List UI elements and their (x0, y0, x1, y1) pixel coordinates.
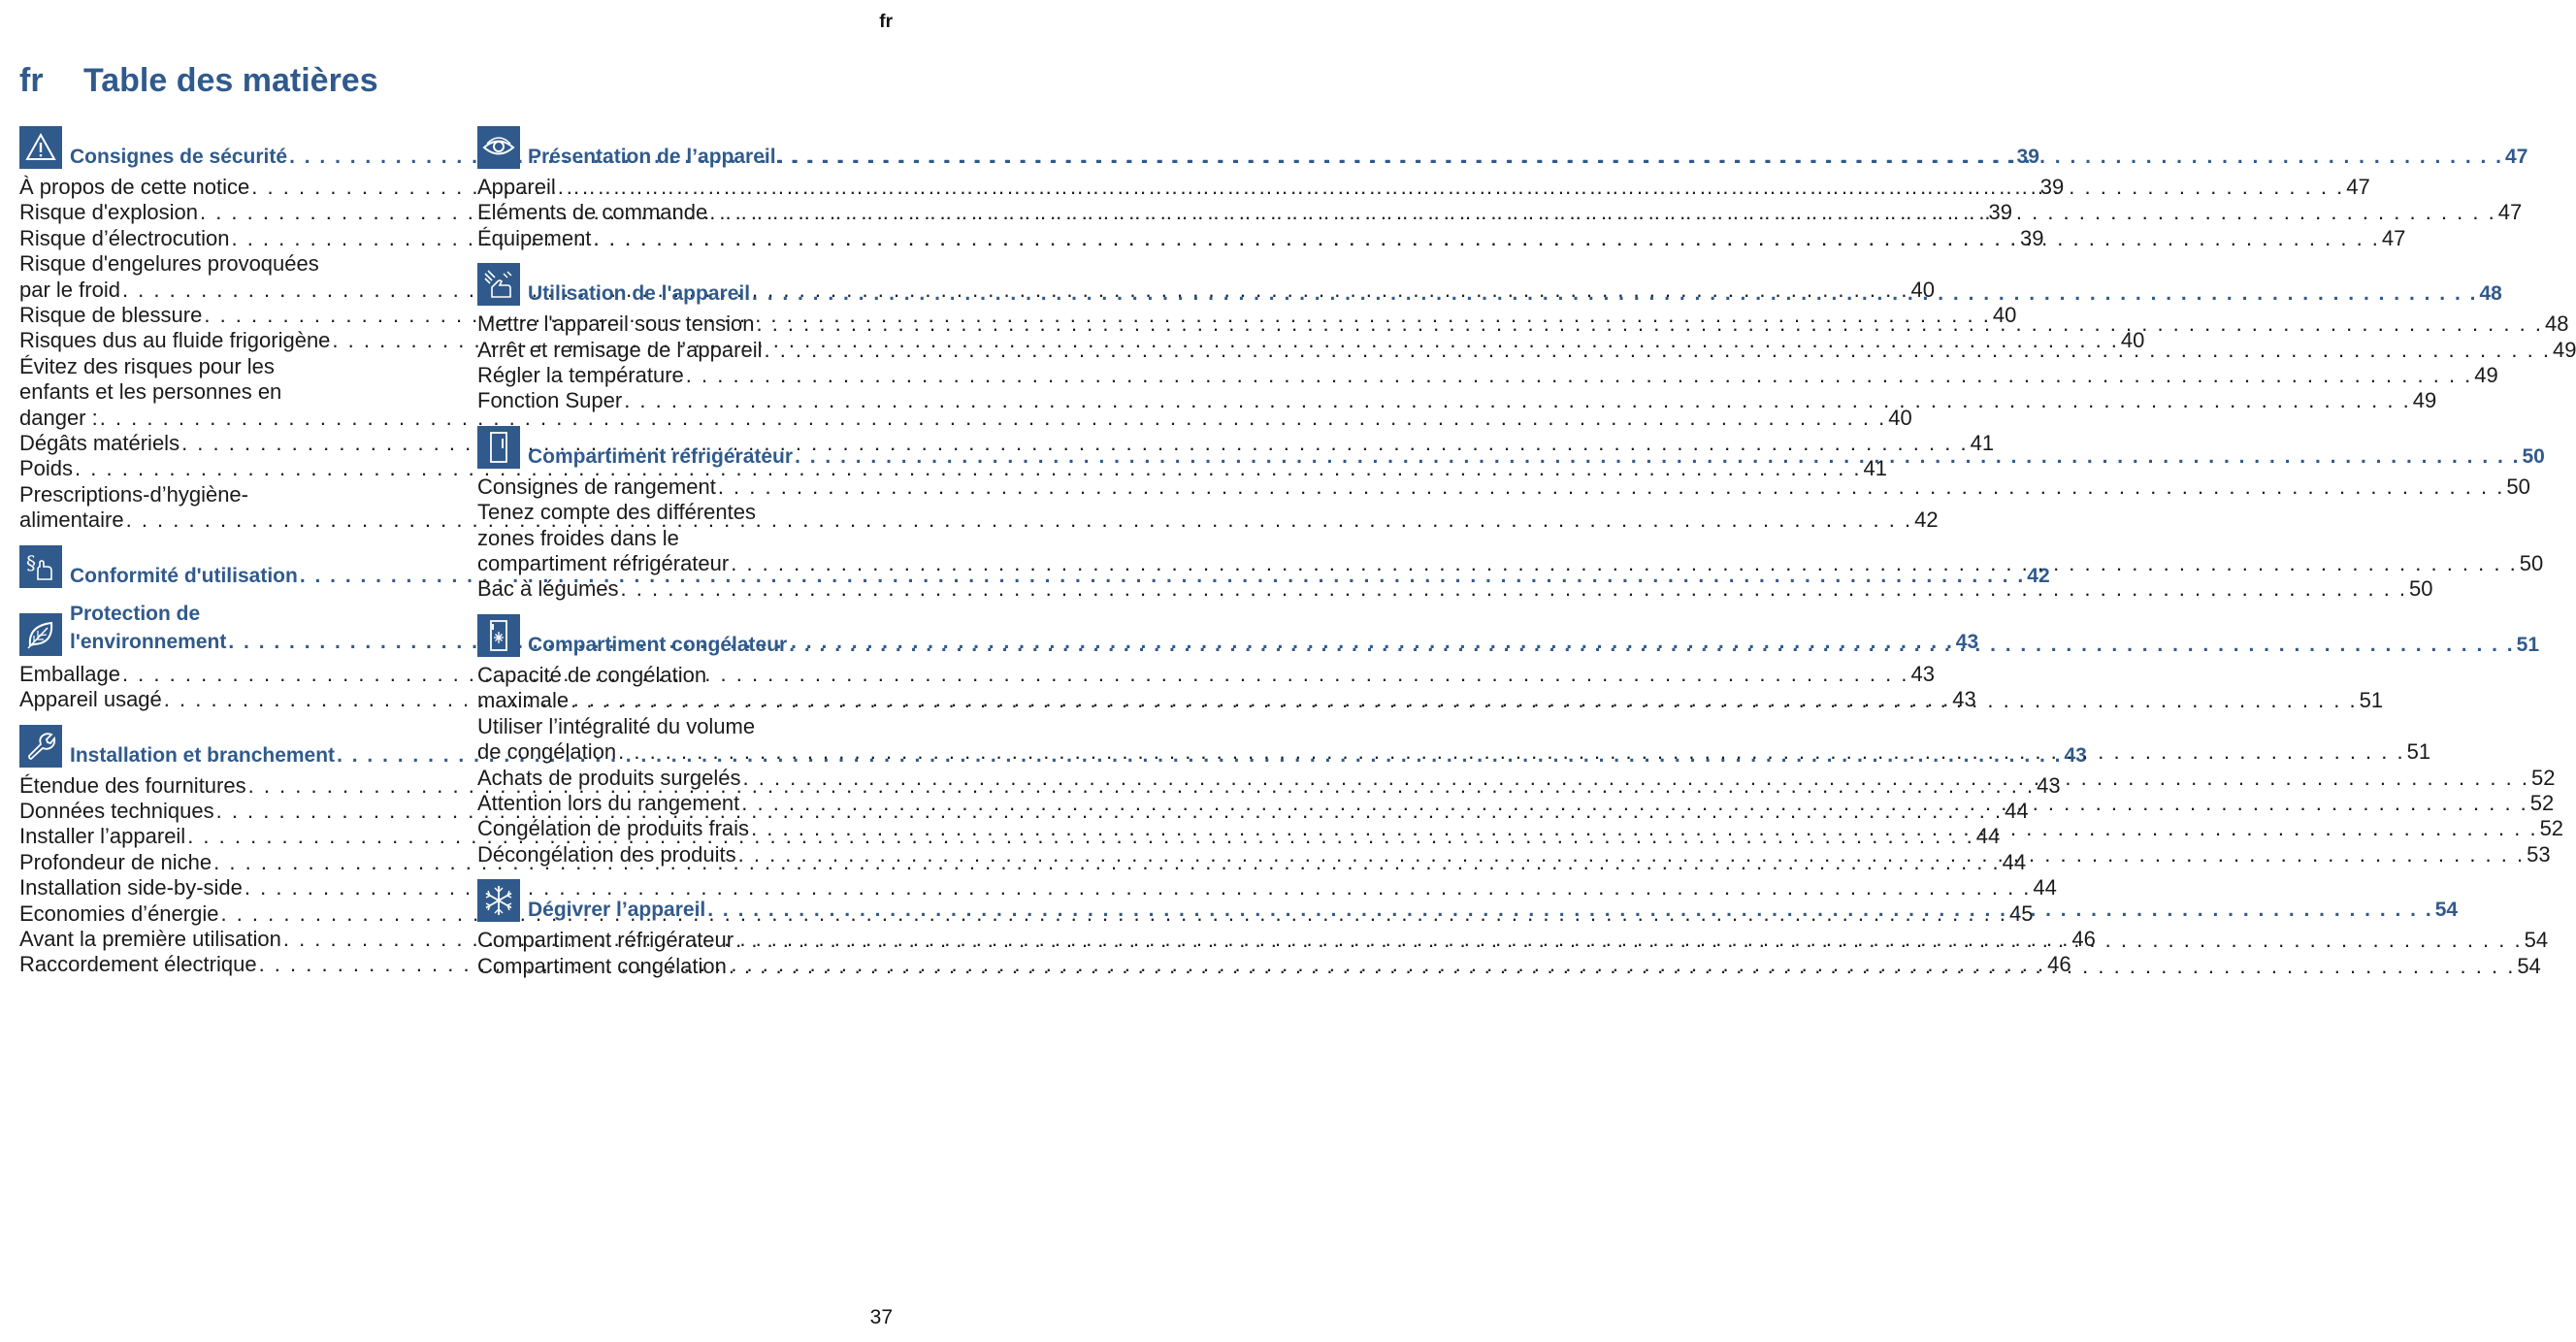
entry-text: Compartiment congélation (477, 953, 727, 978)
entry-text: Avant la première utilisation (19, 926, 281, 951)
dot-leader (686, 363, 2473, 388)
toc-entry[interactable] (477, 363, 2498, 388)
entry-text: alimentaire (19, 507, 124, 533)
entry-page-number: 40 (1992, 303, 2017, 328)
entry-text: Appareil usagé (19, 687, 162, 712)
entry-page-number: 43 (1910, 661, 1935, 686)
dot-leader (718, 475, 2505, 500)
dot-leader (122, 662, 1909, 687)
entry-page-number: 52 (2531, 765, 2556, 790)
entry-text: Arrêt et remisage de l’appareil (477, 337, 763, 362)
entry-text: Évitez des risques pour les (19, 353, 275, 378)
entry-text: Tenez compte des différentes (477, 500, 756, 525)
section-title: Compartiment congélateur (528, 633, 788, 656)
dot-leader (126, 507, 1913, 533)
entry-page-number: 54 (2524, 928, 2549, 953)
header-language-tag: fr (879, 12, 893, 32)
paragraph-hand-icon (19, 545, 62, 588)
entry-text: compartiment réfrigérateur (477, 551, 730, 576)
dot-leader (735, 928, 2523, 953)
entry-text: Installation side-by-side (19, 875, 243, 900)
entry-page-number: 49 (2474, 363, 2498, 388)
entry-page-number: 46 (2071, 926, 2096, 951)
dot-leader (778, 145, 2503, 169)
entry-text: Risque d'engelures provoquées (19, 251, 319, 277)
entry-text: Achats de produits surgelés (477, 765, 741, 790)
dot-leader (764, 338, 2551, 363)
svg-text:§: § (26, 550, 36, 574)
entry-page-number: 50 (2506, 474, 2530, 499)
entry-page-number: 47 (2497, 200, 2523, 225)
dot-leader (593, 226, 2380, 251)
entry-page-number: 44 (2033, 875, 2057, 900)
entry-text: Utiliser l’intégralité du volume (477, 713, 756, 738)
entry-page-number: 54 (2517, 953, 2541, 978)
section-title: Compartiment réfrigérateur (528, 444, 794, 468)
entry-text: Décongélation des produits (477, 841, 736, 867)
entry-page-number: 39 (2039, 175, 2065, 199)
entry-page-number: 43 (2037, 772, 2061, 798)
page-number: 37 (869, 1306, 893, 1328)
section-page-number: 43 (1955, 630, 1979, 653)
entry-text: Prescriptions-d’hygiène- (19, 481, 248, 507)
entry-page-number: 49 (2552, 337, 2576, 362)
entry-text: Compartiment réfrigérateur (477, 928, 734, 953)
entry-text: zones froides dans le (477, 525, 679, 550)
entry-page-number: 47 (2381, 225, 2406, 250)
dot-leader (752, 281, 2477, 306)
entry-text: Risque d'explosion (19, 200, 198, 225)
entry-page-number: 41 (1863, 456, 1888, 481)
entry-page-number: 44 (2005, 798, 2029, 823)
entry-text: Emballage (19, 661, 120, 686)
entry-text: Risque d’électrocution (19, 225, 230, 250)
section-page-number: 50 (2522, 444, 2545, 468)
toc-entry[interactable] (19, 875, 2057, 900)
dot-leader (621, 576, 2408, 602)
title-language-tag: fr (19, 62, 44, 99)
entry-text: Appareil (477, 175, 556, 199)
entry-page-number: 51 (2359, 688, 2384, 713)
dot-leader (558, 175, 2345, 200)
dot-leader (731, 551, 2518, 576)
section-title-line: Protection de (70, 602, 201, 625)
dot-leader (624, 388, 2411, 413)
section-page-number: 51 (2516, 633, 2540, 656)
entry-page-number: 44 (1975, 824, 2001, 849)
entry-page-number: 39 (1988, 200, 2012, 225)
warning-triangle-icon (19, 126, 62, 169)
dot-leader (743, 766, 2530, 791)
section-title: Conformité d'utilisation (70, 564, 298, 587)
entry-text: Régler la température (477, 363, 684, 388)
dot-leader (789, 633, 2514, 657)
entry-text: Dégâts matériels (19, 431, 180, 456)
entry-text: Poids (19, 456, 74, 481)
entry-text: de congélation (477, 739, 617, 765)
entry-page-number: 40 (2120, 328, 2145, 353)
entry-text: Fonction Super (477, 388, 623, 413)
toc-entry[interactable] (477, 474, 2530, 500)
entry-page-number: 48 (2544, 311, 2569, 337)
entry-text: Données techniques (19, 798, 214, 823)
entry-page-number: 46 (2047, 952, 2071, 977)
section-title: Dégivrer l’appareil (528, 899, 706, 922)
entry-text: Risques dus au fluide frigorigène (19, 328, 331, 353)
section-title: Consignes de sécurité (70, 146, 288, 168)
dot-leader (795, 444, 2520, 469)
entry-text: Economies d’énergie (19, 900, 219, 926)
entry-text: maximale (477, 688, 570, 713)
section-title: Installation et branchement (70, 743, 336, 767)
freezer-compartment-icon (477, 614, 520, 657)
dot-leader (709, 200, 2496, 225)
section-page-number: 39 (2016, 146, 2039, 168)
page-title: Table des matières (83, 62, 378, 99)
entry-text: Capacité de congélation (477, 662, 707, 687)
leaf-icon (19, 613, 62, 656)
entry-page-number: 44 (2002, 849, 2027, 874)
entry-page-number: 53 (2527, 841, 2551, 867)
section-title: Présentation de l’appareil (528, 146, 776, 168)
entry-text: danger : (19, 405, 98, 430)
dot-leader (741, 791, 2528, 816)
hand-control-icon (477, 263, 520, 306)
dot-leader (618, 739, 2405, 765)
toc-entry[interactable] (477, 388, 2437, 413)
entry-page-number: 40 (1910, 277, 1935, 302)
entry-page-number: 51 (2406, 739, 2431, 765)
entry-page-number: 50 (2409, 576, 2433, 602)
entry-text: enfants et les personnes en (19, 379, 282, 405)
entry-page-number: 50 (2519, 551, 2544, 576)
section-title: Utilisation de l'appareil (528, 282, 751, 306)
entry-text: À propos de cette notice (19, 175, 250, 199)
entry-text: Attention lors du rangement (477, 790, 740, 815)
entry-text: Équipement (477, 225, 592, 250)
section-page-number: 47 (2505, 146, 2528, 168)
entry-page-number: 49 (2412, 388, 2437, 413)
entry-text: Consignes de rangement (477, 474, 716, 499)
entry-page-number: 39 (2019, 225, 2044, 250)
entry-page-number: 45 (2008, 900, 2034, 926)
eye-icon (477, 126, 520, 169)
entry-text: Étendue des fournitures (19, 772, 246, 798)
dot-leader (707, 898, 2432, 922)
entry-text: Installer l’appareil (19, 824, 186, 849)
entry-page-number: 47 (2346, 175, 2370, 199)
wrench-icon (19, 725, 62, 768)
entry-text: Bac à légumes (477, 576, 619, 602)
entry-page-number: 41 (1970, 431, 1995, 456)
dot-leader (738, 842, 2526, 867)
entry-page-number: 40 (1888, 405, 1912, 430)
toc-entry[interactable] (477, 576, 2433, 602)
entry-text: Congélation de produits frais (477, 816, 750, 841)
dot-leader (756, 311, 2543, 337)
section-page-number: 54 (2434, 899, 2459, 922)
entry-text: Eléments de commande (477, 200, 708, 225)
entry-text: Profondeur de niche (19, 849, 212, 874)
entry-text: Mettre l'appareil sous tension (477, 311, 755, 337)
dot-leader (729, 954, 2516, 979)
section-page-number: 42 (2027, 564, 2050, 587)
entry-text: Raccordement électrique (19, 952, 257, 977)
section-title: l'environnement (70, 630, 227, 653)
entry-text: par le froid (19, 277, 120, 302)
snowflake-icon (477, 879, 520, 922)
entry-page-number: 52 (2529, 790, 2555, 815)
fridge-compartment-icon (477, 426, 520, 469)
dot-leader (571, 688, 2358, 713)
section-page-number: 48 (2479, 282, 2502, 306)
section-page-number: 43 (2064, 743, 2087, 767)
entry-page-number: 42 (1914, 507, 1939, 533)
dot-leader (751, 816, 2538, 841)
entry-page-number: 52 (2539, 816, 2564, 841)
entry-page-number: 43 (1952, 687, 1976, 712)
entry-text: Risque de blessure (19, 303, 203, 328)
